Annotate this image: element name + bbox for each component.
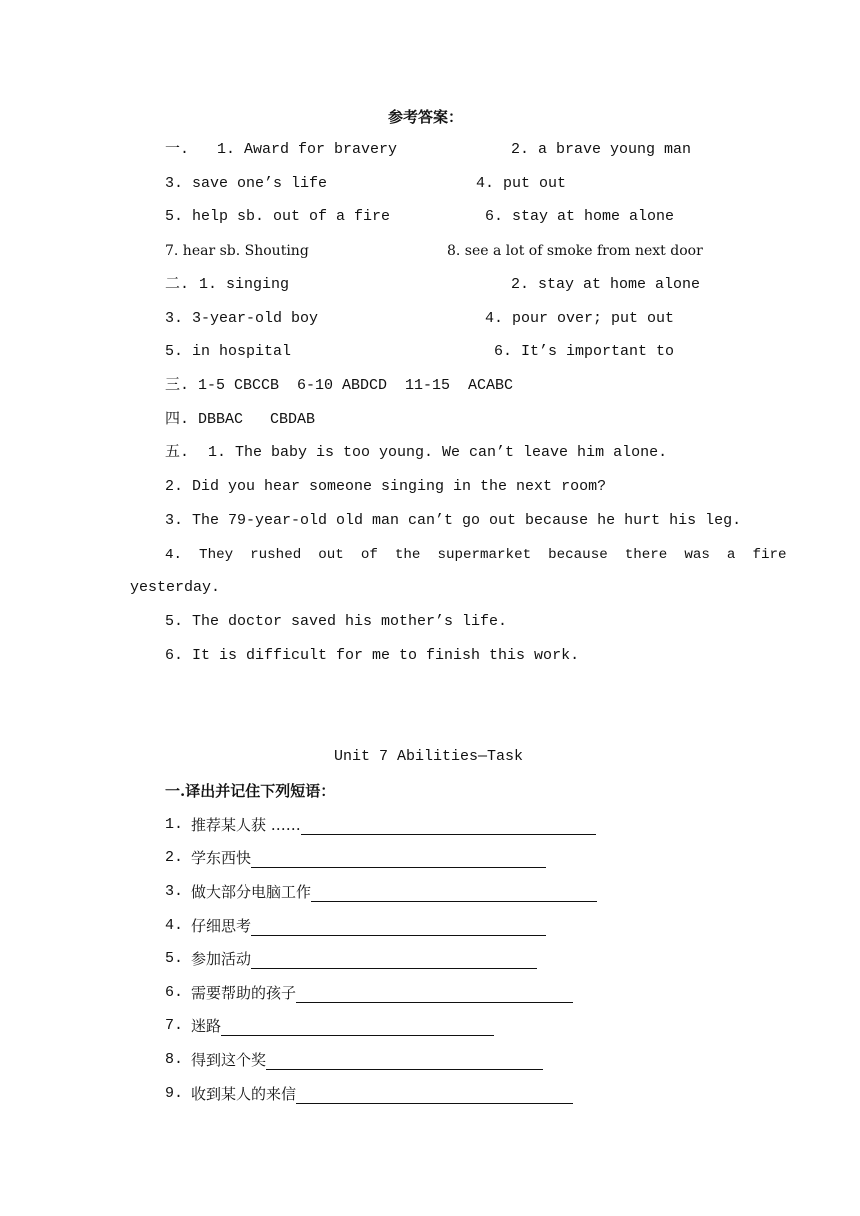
list-item-number: 1. xyxy=(165,816,184,833)
list-item xyxy=(191,983,573,1003)
answer-5-4-line2: yesterday. xyxy=(130,579,221,596)
answer-5-4-line1: 4. They rushed out of the supermarket because there was a fire xyxy=(165,547,787,563)
answer-key-title: 参考答案： xyxy=(388,108,464,126)
answer-2-3: 3. 3-year-old boy xyxy=(165,310,319,327)
list-item xyxy=(191,1050,543,1070)
answer-5-1: 1. The baby is too young. We can’t leave him alone. xyxy=(208,444,668,461)
section-3-answers: 三. 1-5 CBCCB 6-10 ABDCD 11-15 ACABC xyxy=(165,377,514,394)
list-item-number: 7. xyxy=(165,1017,184,1034)
exercise-heading: 一.译出并记住下列短语： xyxy=(165,782,336,800)
answer-5-3: 3. The 79-year-old old man can’t go out because he hurt his leg. xyxy=(165,512,742,529)
section-1-marker: 一. xyxy=(165,141,190,158)
answer-2-6: 6. It’s important to xyxy=(494,343,675,360)
list-item xyxy=(191,1084,573,1104)
phrase-text: 需要帮助的孩子 xyxy=(191,984,297,1002)
list-item-number: 2. xyxy=(165,849,184,866)
answer-2-5: 5. in hospital xyxy=(165,343,292,360)
list-item-number: 5. xyxy=(165,950,184,967)
phrase-text: 迷路 xyxy=(191,1017,222,1035)
answer-blank[interactable] xyxy=(301,817,596,835)
list-item xyxy=(191,949,537,969)
answer-blank[interactable] xyxy=(311,884,597,902)
answer-blank[interactable] xyxy=(296,985,573,1003)
answer-blank[interactable] xyxy=(251,951,537,969)
list-item xyxy=(191,916,546,936)
answer-5-5: 5. The doctor saved his mother’s life. xyxy=(165,613,508,630)
answer-1-2: 2. a brave young man xyxy=(511,141,692,158)
section-2-marker: 二. xyxy=(165,276,190,293)
answer-1-7: 7. hear sb. Shouting xyxy=(165,243,309,259)
list-item-number: 4. xyxy=(165,917,184,934)
list-item-number: 8. xyxy=(165,1051,184,1068)
section-4-answers: 四. DBBAC CBDAB xyxy=(165,411,316,428)
phrase-text: 仔细思考 xyxy=(191,917,252,935)
answer-5-2: 2. Did you hear someone singing in the next room? xyxy=(165,478,607,495)
answer-1-8: 8. see a lot of smoke from next door xyxy=(447,243,703,259)
answer-blank[interactable] xyxy=(296,1086,573,1104)
answer-2-2: 2. stay at home alone xyxy=(511,276,701,293)
answer-1-6: 6. stay at home alone xyxy=(485,208,675,225)
list-item xyxy=(191,815,596,835)
list-item-number: 3. xyxy=(165,883,184,900)
answer-blank[interactable] xyxy=(251,850,546,868)
list-item xyxy=(191,882,597,902)
answer-5-6: 6. It is difficult for me to finish this work. xyxy=(165,647,580,664)
section-5-marker: 五. xyxy=(165,444,190,461)
phrase-text: 得到这个奖 xyxy=(191,1051,267,1069)
answer-1-3: 3. save one’s life xyxy=(165,175,328,192)
answer-1-1: 1. Award for bravery xyxy=(217,141,398,158)
phrase-text: 做大部分电脑工作 xyxy=(191,883,312,901)
list-item xyxy=(191,1016,494,1036)
phrase-text: 推荐某人获 …… xyxy=(191,816,301,834)
answer-2-1: 1. singing xyxy=(199,276,290,293)
phrase-text: 收到某人的来信 xyxy=(191,1085,297,1103)
phrase-text: 参加活动 xyxy=(191,950,252,968)
phrase-text: 学东西快 xyxy=(191,849,252,867)
answer-1-5: 5. help sb. out of a fire xyxy=(165,208,391,225)
answer-1-4: 4. put out xyxy=(476,175,567,192)
list-item-number: 9. xyxy=(165,1085,184,1102)
answer-2-4: 4. pour over; put out xyxy=(485,310,675,327)
unit-title: Unit 7 Abilities—Task xyxy=(334,748,524,765)
answer-blank[interactable] xyxy=(251,918,546,936)
list-item-number: 6. xyxy=(165,984,184,1001)
answer-blank[interactable] xyxy=(221,1018,494,1036)
answer-blank[interactable] xyxy=(266,1052,543,1070)
list-item xyxy=(191,848,546,868)
